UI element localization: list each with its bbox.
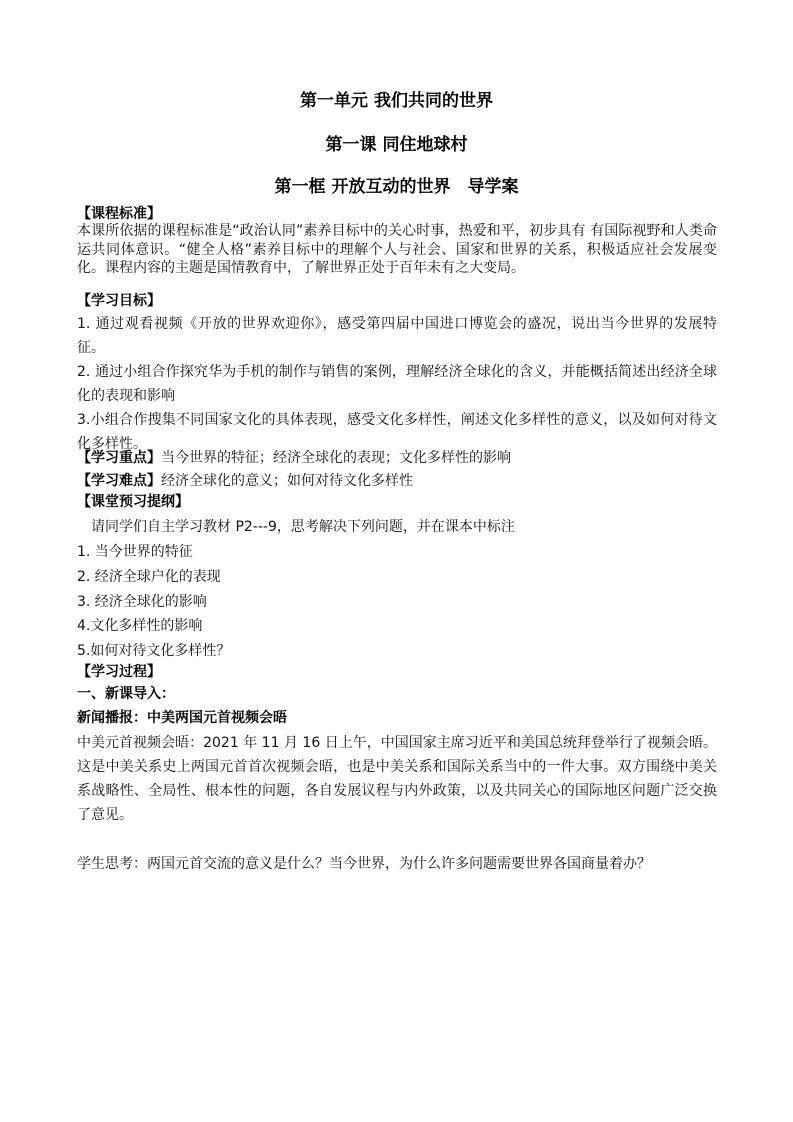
- key-points-text: 当今世界的特征；经济全球化的表现；文化多样性的影响: [161, 450, 511, 466]
- key-points: [77, 447, 511, 467]
- learning-goals-heading: 【学习目标】: [77, 293, 161, 309]
- learning-goal-1: 1. 通过观看视频《开放的世界欢迎你》，感受第四届中国进口博览会的盛况，说出当今世界的发展特征。: [77, 316, 717, 356]
- preview-item-4: 4.文化多样性的影响: [77, 618, 203, 634]
- difficulties: [77, 470, 413, 490]
- student-question: 学生思考：两国元首交流的意义是什么？当今世界，为什么许多问题需要世界各国商量着办？: [77, 856, 651, 872]
- preview-item-3: 3. 经济全球化的影响: [77, 594, 207, 610]
- learning-goal-2: 2. 通过小组合作探究华为手机的制作与销售的案例，理解经济全球化的含义，并能概括简述出经济全球化的表现和影响: [77, 364, 717, 404]
- difficulties-text: 经济全球化的意义；如何对待文化多样性: [161, 473, 413, 489]
- section-title: 第一框 开放互动的世界 导学案: [274, 177, 519, 197]
- course-standard-text: 本课所依据的课程标准是“政治认同”素养目标中的关心时事，热爱和平，初步具有 有国际视野和人类命运共同体意识。“健全人格”素养目标中的理解个人与社会、国家和世界的关系，积极适应社会发展变化。课程内容的主题是国情教育中，了解世界正处于百年未有之大变局。: [77, 223, 717, 276]
- preview-item-2: 2. 经济全球户化的表现: [77, 569, 221, 585]
- lesson-title: 第一课 同住地球村: [325, 135, 468, 155]
- preview-intro: 请同学们自主学习教材 P2---9，思考解决下列问题，并在课本中标注: [91, 519, 515, 535]
- preview-item-1: 1. 当今世界的特征: [77, 544, 193, 560]
- preview-heading: 【课堂预习提纲】: [77, 494, 189, 510]
- unit-title: 第一单元 我们共同的世界: [300, 91, 493, 111]
- learning-goal-3: 3.小组合作搜集不同国家文化的具体表现，感受文化多样性，阐述文化多样性的意义，以及如何对待文化多样性。: [77, 412, 717, 452]
- key-points-label: 【学习重点】: [77, 450, 161, 466]
- preview-item-5: 5.如何对待文化多样性？: [77, 643, 231, 659]
- news-title: 新闻播报：中美两国元首视频会晤: [77, 710, 287, 726]
- step-1-heading: 一、新课导入：: [77, 686, 175, 702]
- course-standard-heading: 【课程标准】: [77, 206, 161, 222]
- difficulties-label: 【学习难点】: [77, 473, 161, 489]
- news-text: 中美元首视频会晤：2021 年 11 月 16 日上午，中国国家主席习近平和美国总统拜登举行了视频会晤。这是中美关系史上两国元首首次视频会晤，也是中美关系和国际关系当中的一件大事。双方围绕中美关系战略性、全局性、根本性的问题，各自发展议程与内外政策，以及共同关心的国际地区问题广泛交换了意见。: [77, 735, 717, 823]
- process-heading: 【学习过程】: [77, 664, 161, 680]
